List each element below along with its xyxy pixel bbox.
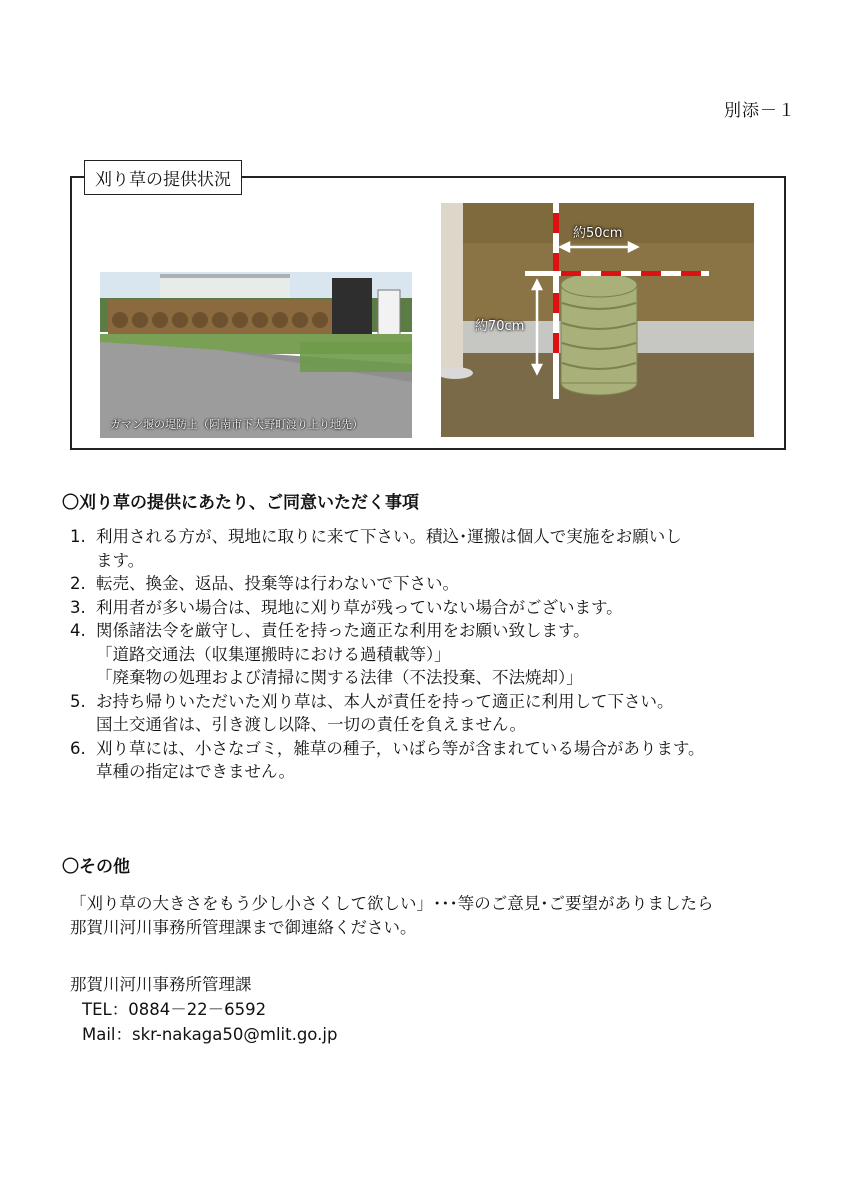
list-item: 5. お持ち帰りいただいた刈り草は、本人が責任を持って適正に利用して下さい。 国土交通省は、引き渡し以降、一切の責任を負えません。: [70, 691, 674, 734]
list-item: 6. 刈り草には、小さなゴミ，雑草の種子，いばら等が含まれている場合があります。 草種の指定はできません。: [70, 738, 705, 781]
list-item: 1. 利用される方が、現地に取りに来て下さい。積込･運搬は個人で実施をお願いし ます。: [70, 527, 682, 570]
embankment-photo-caption: ガマン堰の堤防上（阿南市下大野町渡り上り地先）: [110, 418, 363, 431]
list-item: 3. 利用者が多い場合は、現地に刈り草が残っていない場合がございます。: [70, 597, 623, 617]
annex-label: 別添－１: [724, 101, 796, 121]
photo-section-title: 刈り草の提供状況: [84, 160, 242, 195]
other-text: [70, 892, 790, 940]
embankment-scene-image: [100, 272, 412, 438]
other-line-2: 那賀川河川事務所管理課まで御連絡ください。: [70, 918, 417, 937]
other-heading: 〇その他: [62, 857, 130, 877]
contact-tel: TEL：0884－22－6592: [82, 1000, 267, 1019]
consent-heading: 〇刈り草の提供にあたり、ご同意いただく事項: [62, 493, 419, 513]
other-line-1: 「刈り草の大きさをもう少し小さくして欲しい」･･･等のご意見･ご要望がありましたら: [70, 894, 714, 913]
list-item: 2. 転売、換金、返品、投棄等は行わないで下さい。: [70, 574, 459, 593]
bale-width-label: 約50cm: [573, 226, 623, 241]
bale-measure-photo: [441, 203, 754, 437]
contact-mail: Mail：skr-nakaga50@mlit.go.jp: [82, 1025, 338, 1044]
contact-block: [70, 972, 337, 1047]
consent-list: [70, 525, 790, 784]
list-item: 4. 関係諸法令を厳守し、責任を持った適正な利用をお願い致します。 「道路交通法（収集運搬時における過積載等）」 「廃棄物の処理および清掃に関する法律（不法投棄、不法焼却）」: [70, 621, 590, 687]
embankment-photo: [100, 272, 412, 438]
contact-office: 那賀川河川事務所管理課: [70, 975, 252, 994]
bale-height-label: 約70cm: [475, 319, 525, 334]
